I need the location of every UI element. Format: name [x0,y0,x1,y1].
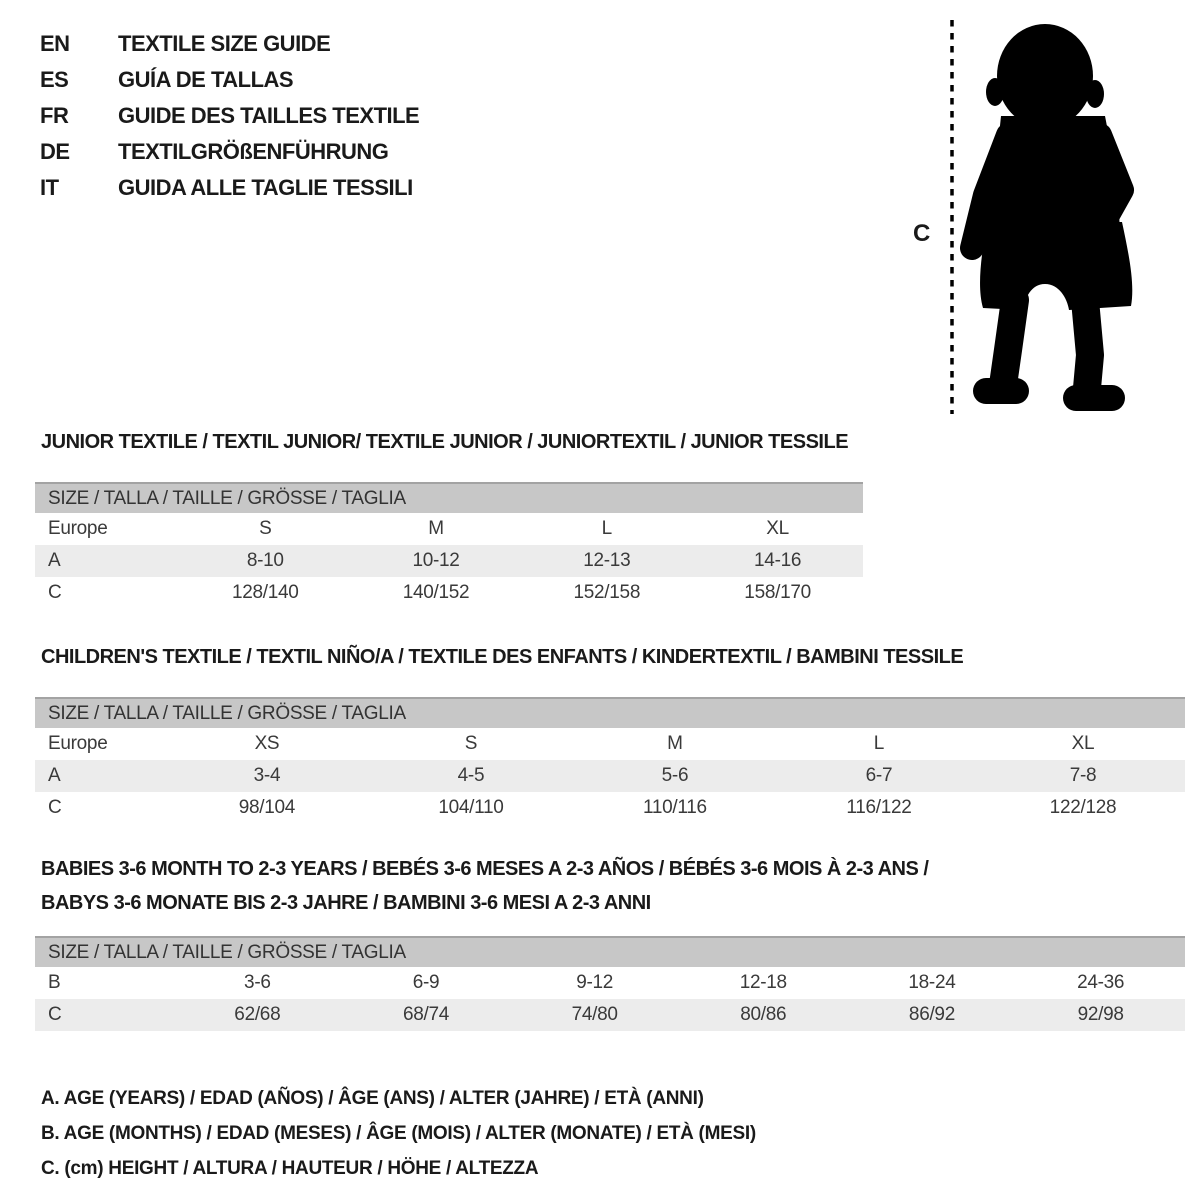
table-cell: 24-36 [1077,972,1125,993]
size-table-header: SIZE / TALLA / TAILLE / GRÖSSE / TAGLIA [35,937,1185,967]
language-row-de [40,134,419,170]
table-row [35,577,863,609]
language-title: TEXTILE SIZE GUIDE [118,31,331,56]
table-cell: 98/104 [238,797,296,818]
row-label: A [48,550,61,571]
table-cell: 152/158 [573,582,641,603]
table-cell: 8-10 [246,550,284,571]
table-cell: S [464,733,478,754]
footnote-a: A. AGE (YEARS) / EDAD (AÑOS) / ÂGE (ANS) / ALTER (JAHRE) / ETÀ (ANNI) [41,1088,704,1109]
language-code: EN [40,31,70,56]
table-row [35,760,1185,792]
table-row [35,967,1185,999]
table-cell: 9-12 [576,972,614,993]
table-cell: L [873,733,885,754]
table-cell: L [601,518,612,539]
table-cell: 104/110 [438,797,504,818]
table-cell: 80/86 [740,1004,787,1025]
table-cell: 140/152 [402,582,470,603]
language-row-fr [40,98,419,134]
row-label: C [48,1004,62,1025]
row-label: C [48,797,62,818]
size-table-header: SIZE / TALLA / TAILLE / GRÖSSE / TAGLIA [35,698,1185,728]
babies-size-table [35,936,1185,1031]
table-cell: 92/98 [1077,1004,1124,1025]
table-cell: 122/128 [1049,797,1117,818]
table-cell: XL [1071,733,1095,754]
toddler-silhouette [905,12,1155,424]
table-cell: 110/116 [643,797,707,818]
size-tables-content [35,430,1185,1186]
footnote-b: B. AGE (MONTHS) / EDAD (MESES) / ÂGE (MOIS) / ALTER (MONATE) / ETÀ (MESI) [41,1123,756,1144]
table-cell: 74/80 [571,1004,618,1025]
table-cell: 7-8 [1069,765,1097,786]
table-cell: 3-4 [253,765,281,786]
table-row [35,513,863,545]
table-cell: 5-6 [661,765,689,786]
language-row-en [40,26,419,62]
row-label: C [48,582,62,603]
language-title: GUIDE DES TAILLES TEXTILE [118,103,420,128]
table-cell: 3-6 [244,972,271,993]
table-cell: M [667,733,683,754]
table-cell: 6-9 [412,972,440,993]
table-row [35,728,1185,760]
footnotes [41,1081,1185,1186]
language-row-it [40,170,419,206]
row-label: Europe [48,733,108,754]
table-cell: 10-12 [412,550,460,571]
row-label: B [48,972,61,993]
babies-section-title [41,852,1185,920]
row-label: A [48,765,61,786]
language-code: FR [40,103,69,128]
table-cell: 14-16 [754,550,802,571]
table-row [35,999,1185,1031]
table-cell: 18-24 [908,972,956,993]
table-cell: S [259,518,272,539]
toddler-shape [972,24,1132,411]
row-label: Europe [48,518,108,539]
junior-size-table [35,482,863,609]
table-cell: 116/122 [846,797,912,818]
babies-title-line-1: BABIES 3-6 MONTH TO 2-3 YEARS / BEBÉS 3-6 MESES A 2-3 AÑOS / BÉBÉS 3-6 MOIS À 2-3 ANS / [41,858,929,880]
table-cell: 12-13 [583,550,631,571]
table-cell: 86/92 [908,1004,955,1025]
language-title: GUÍA DE TALLAS [118,67,294,92]
table-cell: XS [254,733,280,754]
table-row [35,545,863,577]
footnote-c: C. (cm) HEIGHT / ALTURA / HAUTEUR / HÖHE / ALTEZZA [41,1158,539,1179]
language-title: GUIDA ALLE TAGLIE TESSILI [118,175,413,200]
table-cell: XL [766,518,789,539]
children-section-title: CHILDREN'S TEXTILE / TEXTIL NIÑO/A / TEXTILE DES ENFANTS / KINDERTEXTIL / BAMBINI TESSILE [41,646,964,668]
table-cell: M [428,518,444,539]
language-row-es [40,62,419,98]
babies-title-line-2: BABYS 3-6 MONATE BIS 2-3 JAHRE / BAMBINI 3-6 MESI A 2-3 ANNI [41,892,651,914]
table-cell: 128/140 [231,582,299,603]
language-code: DE [40,139,70,164]
children-size-table [35,697,1185,824]
table-cell: 6-7 [865,765,893,786]
table-cell: 62/68 [234,1004,281,1025]
table-cell: 158/170 [744,582,811,603]
junior-section-title: JUNIOR TEXTILE / TEXTIL JUNIOR/ TEXTILE JUNIOR / JUNIORTEXTIL / JUNIOR TESSILE [41,431,849,453]
table-row [35,792,1185,824]
language-title: TEXTILGRÖßENFÜHRUNG [118,139,389,164]
height-figure [905,12,1155,424]
table-cell: 12-18 [739,972,787,993]
height-marker-label: C [913,220,931,247]
language-code: ES [40,67,69,92]
table-cell: 68/74 [402,1004,449,1025]
header-language-list [40,26,419,206]
language-code: IT [40,175,59,200]
size-table-header: SIZE / TALLA / TAILLE / GRÖSSE / TAGLIA [35,483,863,513]
table-cell: 4-5 [457,765,485,786]
